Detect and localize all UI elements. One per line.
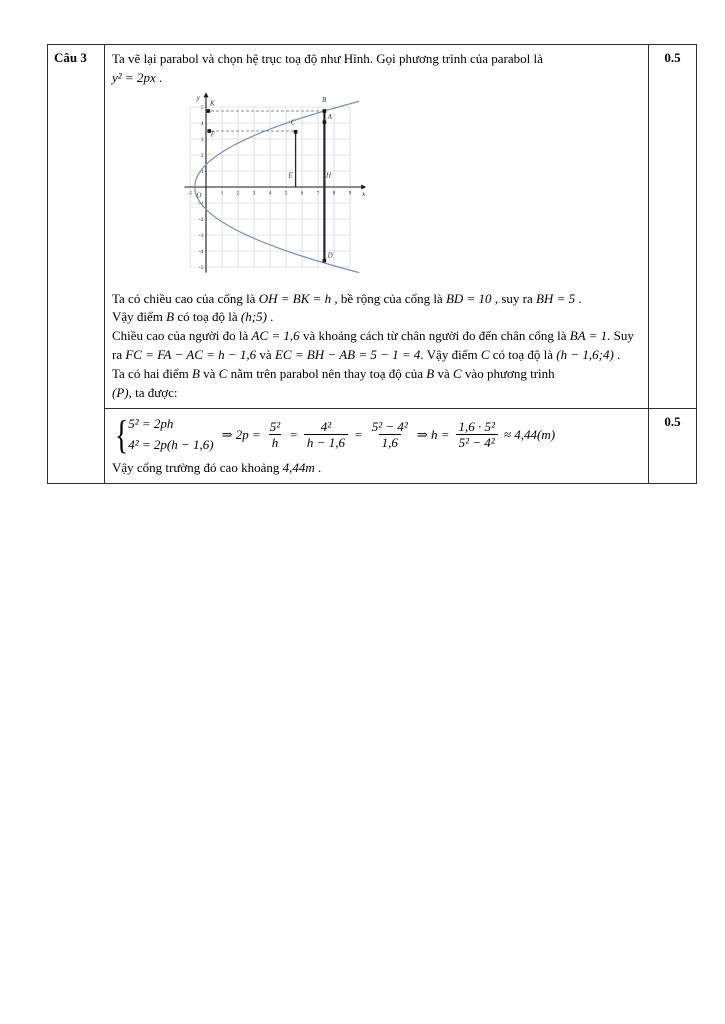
y-tick-label: 1 xyxy=(200,168,204,175)
math-run: B xyxy=(191,365,200,381)
text-run: . xyxy=(575,290,582,306)
point-label-O: O xyxy=(196,191,202,200)
x-tick-label: 8 xyxy=(332,190,336,197)
question-cell: Câu 3 xyxy=(48,45,105,483)
math-run: AC = 1,6 xyxy=(251,328,300,344)
x-tick-label: 1 xyxy=(220,190,224,197)
fraction-denominator: h xyxy=(269,434,282,451)
x-tick-label: -1 xyxy=(187,190,193,197)
text-run: . xyxy=(314,460,322,476)
y-axis-arrow xyxy=(204,92,209,97)
text-run: Ta có hai điểm xyxy=(112,365,192,381)
text-run: . xyxy=(266,309,274,325)
math-run: 4,44m xyxy=(282,460,315,476)
figure-wrap xyxy=(176,91,641,287)
math-run: C xyxy=(480,347,490,363)
math-run: (P) xyxy=(112,384,129,400)
x-tick-label: 3 xyxy=(252,190,256,197)
math-run: (h − 1,6;4) xyxy=(556,347,614,363)
fraction xyxy=(455,419,497,451)
paragraph-person xyxy=(112,327,641,365)
text-run: vào phương trình xyxy=(461,365,555,381)
text-run: và xyxy=(256,347,275,363)
equation-row xyxy=(105,408,696,484)
score-cell-1: 0.5 xyxy=(648,45,696,408)
fraction-denominator: 5² − 4² xyxy=(456,434,498,451)
text-run: có toạ độ là xyxy=(489,347,557,363)
text-run: và xyxy=(199,365,219,381)
answer-main xyxy=(105,45,696,483)
x-tick-label: 4 xyxy=(268,190,272,197)
paragraph-point-b xyxy=(112,308,641,327)
point-label-A: A xyxy=(327,112,332,121)
fraction xyxy=(304,419,348,451)
y-tick-label: -3 xyxy=(198,232,204,239)
text-run: Vậy điểm xyxy=(112,309,167,325)
paragraph-gate-height xyxy=(112,290,641,309)
paragraph-conclusion xyxy=(112,459,641,478)
solution-row xyxy=(105,45,696,408)
fraction xyxy=(369,419,411,451)
equation-block xyxy=(112,411,641,457)
paragraph-intro xyxy=(112,50,641,69)
math-run: EC = BH − AB = 5 − 1 = 4 xyxy=(274,347,421,363)
text-run: và xyxy=(434,365,453,381)
x-tick-label: 6 xyxy=(300,190,304,197)
x-tick-label: 9 xyxy=(348,190,352,197)
point-marker-C xyxy=(294,130,298,134)
fraction-numerator: 5² xyxy=(269,418,281,434)
text-run: . Vậy điểm xyxy=(420,347,481,363)
equation-steps xyxy=(222,419,556,451)
math-run: OH = BK = h xyxy=(258,290,332,306)
math-run: BH = 5 xyxy=(535,290,576,306)
fraction-numerator: 5² − 4² xyxy=(371,418,408,434)
math-run: BA = 1 xyxy=(569,328,608,344)
system-lines xyxy=(128,415,213,456)
math-run: B xyxy=(166,309,175,325)
y-tick-label: 3 xyxy=(200,136,204,143)
paragraph-substitute xyxy=(112,365,641,403)
equation-cell xyxy=(105,409,648,484)
math-run: (h;5) xyxy=(240,309,267,325)
text-run: Vậy cổng trường đó cao khoảng xyxy=(112,460,283,476)
y-tick-label: 4 xyxy=(200,120,204,127)
equation-text: ≈ 4,44(m) xyxy=(503,426,556,442)
point-label-B: B xyxy=(322,95,327,104)
equation-system xyxy=(112,411,214,457)
text-run: có toạ độ là xyxy=(174,309,241,325)
fraction-denominator: h − 1,6 xyxy=(304,434,348,451)
answer-table xyxy=(47,44,697,484)
text-run: Chiều cao của người đo là xyxy=(112,328,252,344)
fraction-numerator: 4² xyxy=(320,418,332,434)
point-label-H: H xyxy=(326,171,332,180)
fraction xyxy=(267,419,283,451)
text-run: . Suy ra xyxy=(112,328,634,363)
system-eq-2: 4² = 2p(h − 1,6) xyxy=(128,437,214,453)
math-run: FC = FA − AC = h − 1,6 xyxy=(125,347,257,363)
y-tick-label: -2 xyxy=(198,216,204,223)
paragraph-formula xyxy=(112,69,641,88)
math-run: BD = 10 xyxy=(445,290,492,306)
point-label-E: E xyxy=(288,171,293,180)
point-marker-B xyxy=(323,109,327,113)
equation-text: = xyxy=(353,426,363,442)
text-run: Ta có chiều cao của cổng là xyxy=(112,290,259,306)
score-cell-2: 0.5 xyxy=(648,409,696,484)
math-run: B xyxy=(426,365,435,381)
x-tick-label: 5 xyxy=(284,190,288,197)
point-label-C: C xyxy=(290,118,296,127)
text-run: . xyxy=(613,347,621,363)
parabola-graph xyxy=(176,91,376,281)
x-tick-label: 7 xyxy=(316,190,320,197)
point-label-D: D xyxy=(327,251,333,260)
equation-text: ⇒ 2p = xyxy=(221,426,261,442)
math-run: C xyxy=(453,365,462,381)
system-eq-1: 5² = 2ph xyxy=(128,415,174,431)
x-tick-label: 2 xyxy=(236,190,240,197)
y-tick-label: 2 xyxy=(200,152,204,159)
text-run: , suy ra xyxy=(491,290,536,306)
math-run: C xyxy=(218,365,228,381)
text-run: Ta vẽ lại parabol và chọn hệ trục toạ độ như Hình. Gọi phương trình của parabol là xyxy=(112,51,543,66)
y-tick-label: -4 xyxy=(198,248,204,255)
y-tick-label: -5 xyxy=(198,264,204,271)
text-run: . xyxy=(155,69,163,85)
system-brace: { xyxy=(114,411,129,457)
text-run: , bề rộng của cổng là xyxy=(331,290,446,306)
equation-text: ⇒ h = xyxy=(416,426,450,442)
point-label-K: K xyxy=(210,99,215,108)
x-axis-label: x xyxy=(362,188,366,198)
y-tick-label: 5 xyxy=(200,104,204,111)
fraction-denominator: 1,6 xyxy=(379,434,401,451)
text-run: nằm trên parabol nên thay toạ độ của xyxy=(227,365,427,381)
text-run: và khoảng cách từ chân người đo đến chân cổng là xyxy=(299,328,570,344)
math-run: y² = 2px xyxy=(112,69,156,85)
point-marker-D xyxy=(323,258,327,262)
text-run: , ta được: xyxy=(128,384,178,400)
point-marker-K xyxy=(207,109,211,113)
equation-text: = xyxy=(289,426,298,442)
y-axis-label: y xyxy=(196,92,200,102)
solution-cell xyxy=(105,45,648,408)
fraction-numerator: 1,6 · 5² xyxy=(458,418,495,434)
point-label-F: F xyxy=(210,130,216,139)
point-marker-A xyxy=(323,120,327,124)
y-tick-label: -1 xyxy=(198,200,204,207)
